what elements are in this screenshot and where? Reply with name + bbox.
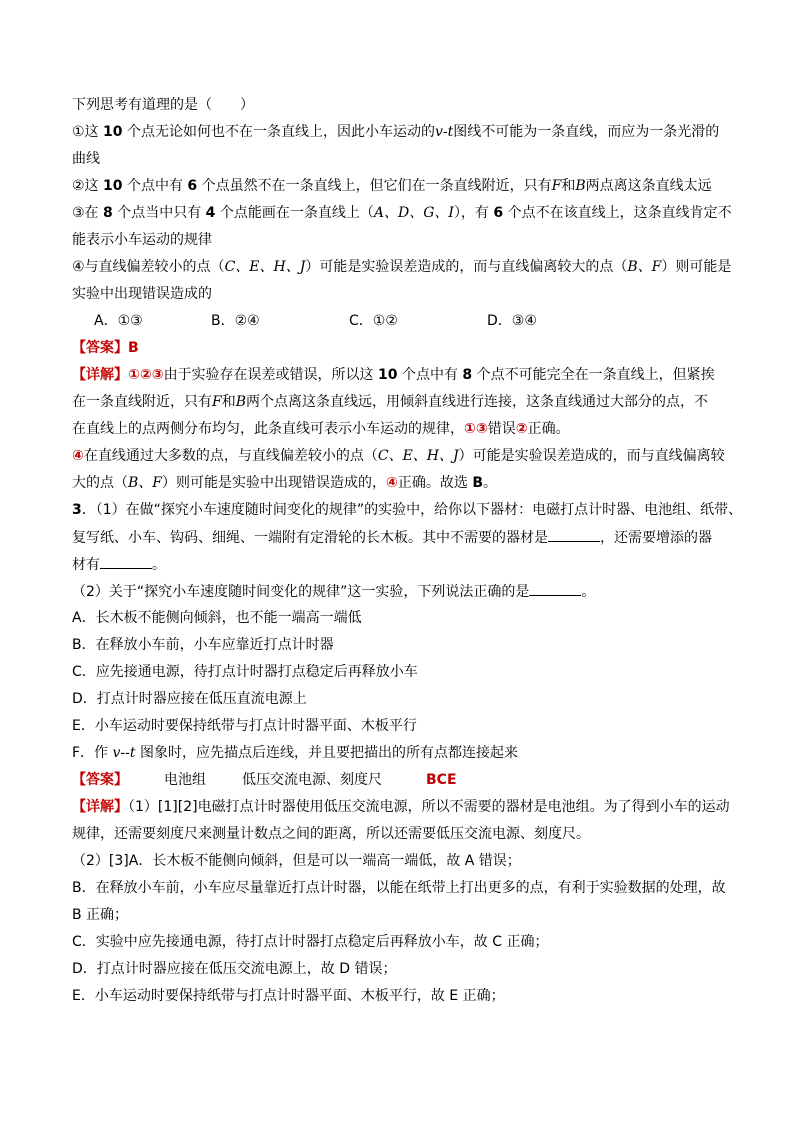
document-page	[72, 92, 743, 1010]
q3-line-2: 复写纸、小车、钩码、细绳、一端附有定滑轮的长木板。其中不需要的器材是 ，还需要增添的器	[72, 524, 732, 551]
q3-option-a: A．长木板不能侧向倾斜，也不能一端高一端低	[72, 610, 362, 626]
q3-line-1: 3．（1）在做“探究小车速度随时间变化的规律”的实验中，给你以下器材：电磁打点计时器、电池组、纸带、	[72, 502, 743, 518]
option-c: C．①②	[349, 313, 398, 329]
q3-detail-7: D．打点计时器应接在低压交流电源上，故 D 错误；	[72, 961, 397, 977]
q3-detail-3: （2）[3]A．长木板不能侧向倾斜，但是可以一端高一端低，故 A 错误；	[72, 853, 521, 869]
statement-3: ③在 8 个点当中只有 4 个点能画在一条直线上（A、D、G、I），有 6 个点不在该直线上，这条直线肯定不	[72, 205, 732, 221]
q3-option-d: D．打点计时器应接在低压直流电源上	[72, 691, 307, 707]
q3-option-e: E．小车运动时要保持纸带与打点计时器平面、木板平行	[72, 718, 417, 734]
detail-line-3: 在直线上的点两侧分布均匀，此条直线可表示小车运动的规律，①③错误②正确。	[72, 421, 570, 437]
q3-detail-6: C．实验中应先接通电源，待打点计时器打点稳定后再释放小车，故 C 正确；	[72, 934, 549, 950]
q3-line-3: 材有 。	[72, 551, 732, 578]
q3-detail-2: 规律，还需要刻度尺来测量计数点之间的距离，所以还需要低压交流电源、刻度尺。	[72, 826, 590, 842]
statement-1: ①这 10 个点无论如何也不在一条直线上，因此小车运动的v-t图线不可能为一条直线，而应为一条光滑的	[72, 124, 720, 140]
option-b: B．②④	[211, 313, 260, 329]
q3-answer-line: 【答案】 电池组 低压交流电源、刻度尺 BCE	[72, 772, 457, 788]
question-number: 3	[72, 502, 82, 518]
q3-detail-1: 【详解】（1）[1][2]电磁打点计时器使用低压交流电源，所以不需要的器材是电池组。为了得到小车的运动	[72, 799, 730, 815]
answer-line: 【答案】B	[72, 340, 139, 356]
statement-2: ②这 10 个点中有 6 个点虽然不在一条直线上，但它们在一条直线附近，只有F和B两点离这条直线太远	[72, 178, 712, 194]
fill-blank-1	[548, 524, 600, 542]
fill-blank-2	[100, 551, 152, 569]
question-stem: 下列思考有道理的是（ ）	[72, 97, 254, 113]
detail-line-2: 在一条直线附近，只有F和B两个点离这条直线远，用倾斜直线进行连接，这条直线通过大部分的点，不	[72, 394, 709, 410]
statement-3-cont: 能表示小车运动的规律	[72, 232, 212, 248]
statement-4-cont: 实验中出现错误造成的	[72, 286, 212, 302]
q3-detail-5: B 正确；	[72, 907, 129, 923]
statement-1-cont: 曲线	[72, 151, 100, 167]
q3-option-f: F．作 v--t 图象时，应先描点后连线，并且要把描出的所有点都连接起来	[72, 745, 518, 761]
option-d: D．③④	[487, 313, 537, 329]
q3-detail-8: E．小车运动时要保持纸带与打点计时器平面、木板平行，故 E 正确；	[72, 988, 505, 1004]
statement-4: ④与直线偏差较小的点（C、E、H、J）可能是实验误差造成的，而与直线偏离较大的点（B、F）则可能是	[72, 259, 732, 275]
q3-detail-4: B．在释放小车前，小车应尽量靠近打点计时器，以能在纸带上打出更多的点，有利于实验数据的处理，故	[72, 880, 726, 896]
q3-option-b: B．在释放小车前，小车应靠近打点计时器	[72, 637, 334, 653]
fill-blank-3	[529, 578, 581, 596]
detail-line-5: 大的点（B、F）则可能是实验中出现错误造成的，④正确。故选 B。	[72, 475, 497, 491]
detail-line-4: ④在直线通过大多数的点，与直线偏差较小的点（C、E、H、J）可能是实验误差造成的，而与直线偏离较	[72, 448, 725, 464]
q3-part-2: （2）关于“探究小车速度随时间变化的规律”这一实验，下列说法正确的是 。	[72, 578, 732, 605]
answer-options	[72, 308, 732, 335]
detail-line-1: 【详解】①②③由于实验存在误差或错误，所以这 10 个点中有 8 个点不可能完全在一条直线上，但紧挨	[72, 367, 715, 383]
option-a: A．①③	[94, 313, 143, 329]
q3-option-c: C．应先接通电源，待打点计时器打点稳定后再释放小车	[72, 664, 418, 680]
